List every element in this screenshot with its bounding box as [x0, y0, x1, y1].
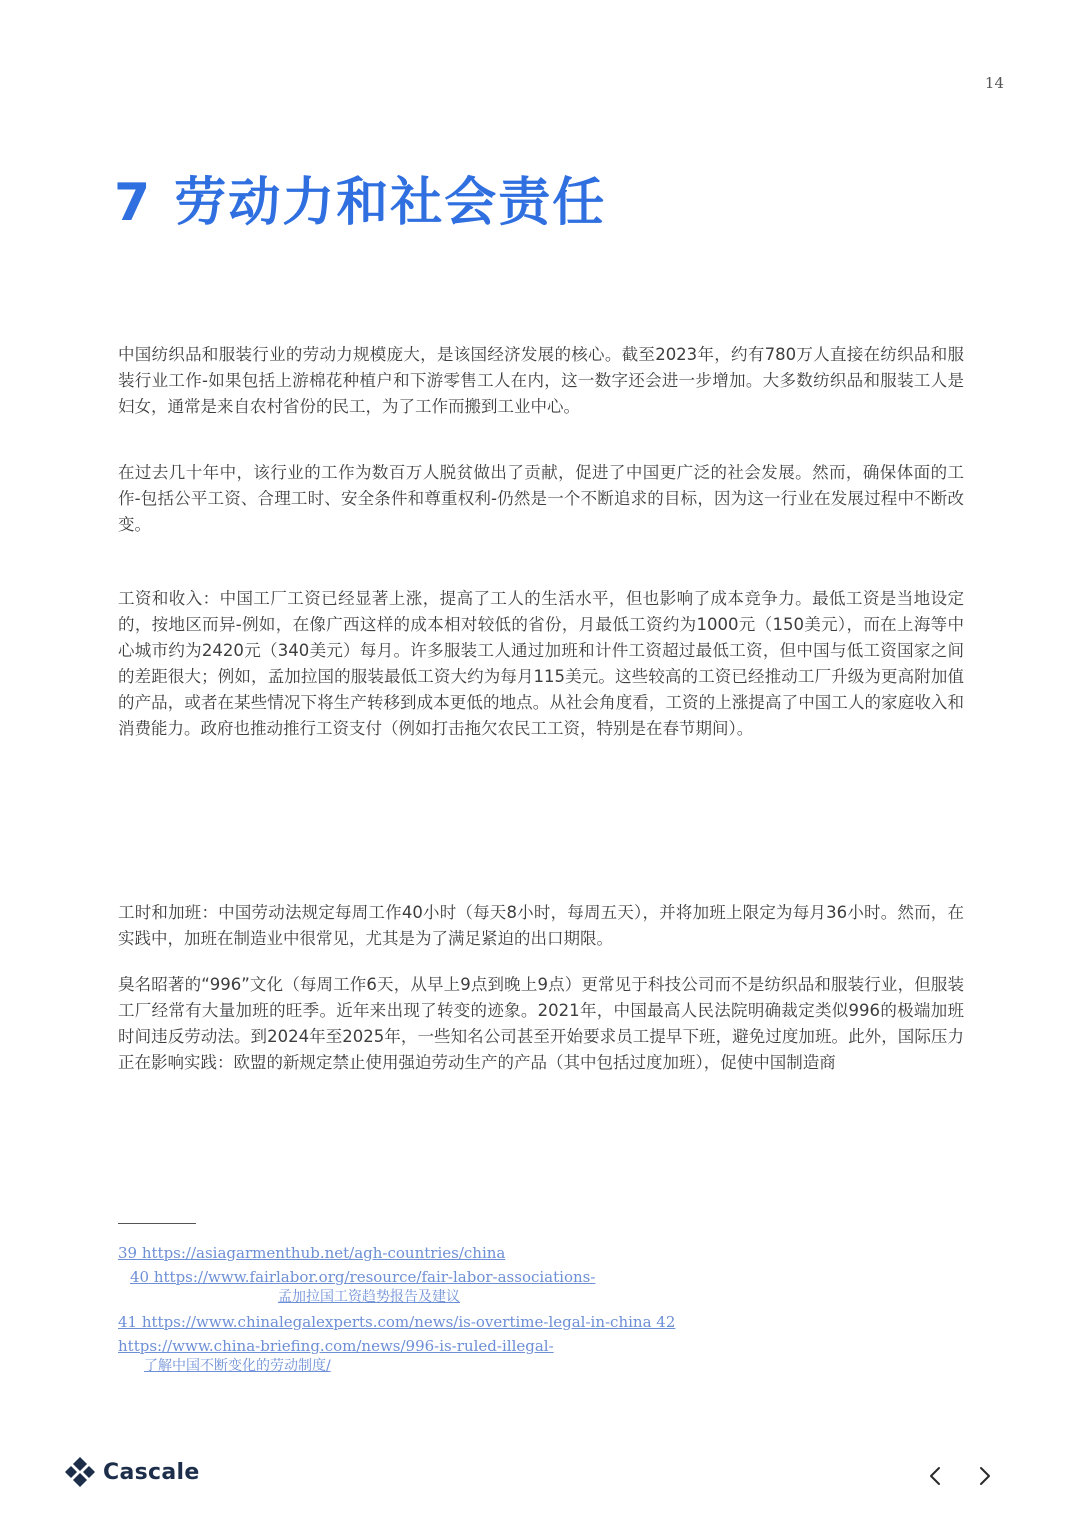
page-navigation: [924, 1462, 996, 1490]
footnote-link-40-continuation[interactable]: 孟加拉国工资趋势报告及建议: [278, 1289, 460, 1305]
chapter-number: 7: [114, 173, 153, 233]
cascale-logo-icon: [64, 1456, 96, 1488]
footnote-link-41[interactable]: 41 https://www.chinalegalexperts.com/news/is-overtime-legal-in-china 42: [118, 1313, 676, 1331]
previous-page-button[interactable]: [924, 1462, 946, 1490]
chapter-title-text: 劳动力和社会责任: [174, 173, 607, 233]
paragraph-working-hours: 工时和加班：中国劳动法规定每周工作40小时（每天8小时，每周五天），并将加班上限定为每月36小时。然而，在实践中，加班在制造业中很常见，尤其是为了满足紧迫的出口期限。: [118, 903, 964, 948]
footnote-link-39[interactable]: 39 https://asiagarmenthub.net/agh-countries/china: [118, 1244, 506, 1262]
footnote-link-42-continuation[interactable]: 了解中国不断变化的劳动制度/: [144, 1358, 331, 1374]
chevron-left-icon: [928, 1465, 942, 1487]
chevron-right-icon: [978, 1465, 992, 1487]
page-number: 14: [984, 74, 1004, 92]
footnote-link-42[interactable]: https://www.china-briefing.com/news/996-is-ruled-illegal-: [118, 1337, 554, 1355]
footnotes: [118, 1243, 738, 1376]
brand: [64, 1456, 200, 1488]
footnote-divider: [118, 1223, 196, 1224]
paragraph-996-culture: 臭名昭著的“996”文化（每周工作6天，从早上9点到晚上9点）更常见于科技公司而不是纺织品和服装行业，但服装工厂经常有大量加班的旺季。近年来出现了转变的迹象。2021年，中国最高人民法院明确裁定类似996的极端加班时间违反劳动法。到2024年至2025年，一些知名公司甚至开始要求员工提早下班，避免过度加班。此外，国际压力正在影响实践：欧盟的新规定禁止使用强迫劳动生产的产品（其中包括过度加班），促使中国制造商: [118, 975, 964, 1072]
next-page-button[interactable]: [974, 1462, 996, 1490]
footnote-link-40[interactable]: 40 https://www.fairlabor.org/resource/fair-labor-associations-: [130, 1268, 596, 1286]
paragraph-development: 在过去几十年中，该行业的工作为数百万人脱贫做出了贡献，促进了中国更广泛的社会发展。然而，确保体面的工作-包括公平工资、合理工时、安全条件和尊重权利-仍然是一个不断追求的目标，因为这一行业在发展过程中不断改变。: [118, 463, 964, 534]
paragraph-wages: 工资和收入：中国工厂工资已经显著上涨，提高了工人的生活水平，但也影响了成本竞争力。最低工资是当地设定的，按地区而异-例如，在像广西这样的成本相对较低的省份，月最低工资约为1000元（150美元），而在上海等中心城市约为2420元（340美元）每月。许多服装工人通过加班和计件工资超过最低工资，但中国与低工资国家之间的差距很大；例如，孟加拉国的服装最低工资大约为每月115美元。这些较高的工资已经推动工厂升级为更高附加值的产品，或者在某些情况下将生产转移到成本更低的地点。从社会角度看，工资的上涨提高了中国工人的家庭收入和消费能力。政府也推动推行工资支付（例如打击拖欠农民工工资，特别是在春节期间）。: [118, 589, 964, 738]
brand-name: Cascale: [103, 1459, 200, 1485]
chapter-title: [114, 160, 606, 235]
paragraph-workforce: 中国纺织品和服装行业的劳动力规模庞大，是该国经济发展的核心。截至2023年，约有780万人直接在纺织品和服装行业工作-如果包括上游棉花种植户和下游零售工人在内，这一数字还会进一步增加。大多数纺织品和服装工人是妇女，通常是来自农村省份的民工，为了工作而搬到工业中心。: [118, 345, 964, 416]
